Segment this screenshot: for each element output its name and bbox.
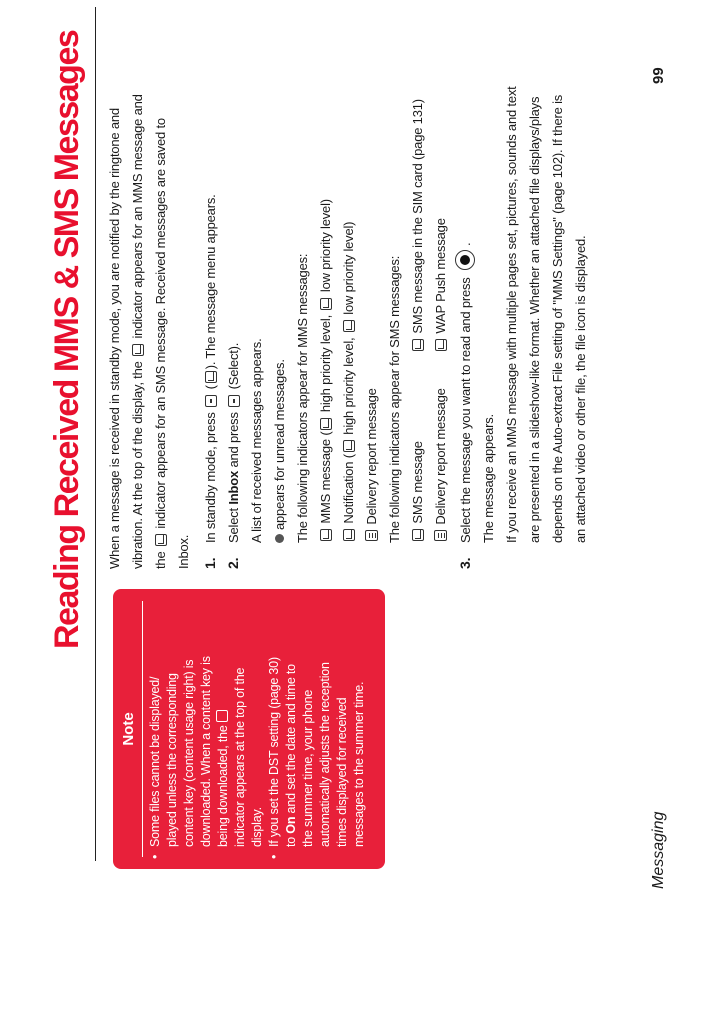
sim-sms-icon xyxy=(412,339,424,351)
header-rule xyxy=(95,7,96,861)
intro-line xyxy=(149,9,172,569)
delivery-report-icon xyxy=(365,530,378,541)
step-text: Select the message you want to read and press xyxy=(458,277,473,543)
note-line xyxy=(215,597,232,847)
intro-text: indicator appears for an MMS message and xyxy=(130,94,145,339)
note-line: played unless the corresponding xyxy=(165,673,179,847)
sms-col2 xyxy=(406,99,429,353)
sms-indicators-heading: The following indicators appear for SMS messages: xyxy=(387,255,402,543)
step-text: ). The message menu appears. xyxy=(203,194,218,370)
delivery-report-icon xyxy=(434,530,447,541)
page-number: 99 xyxy=(650,67,667,84)
note-box xyxy=(113,589,385,869)
note-line: messages to the summer time. xyxy=(352,681,366,847)
note-text: and set the date and time to xyxy=(284,664,298,814)
wap-push-icon xyxy=(435,339,447,351)
note-line: automatically adjusts the reception xyxy=(318,662,332,847)
sms-indicator-row xyxy=(429,9,452,569)
step-text: . xyxy=(458,242,473,246)
mms-message-icon xyxy=(320,529,332,541)
step-3 xyxy=(454,9,477,569)
note-item-content-key xyxy=(147,597,266,861)
note-item-dst xyxy=(266,597,368,861)
step-text: In standby mode, press xyxy=(203,412,218,543)
mms-low-priority-icon xyxy=(320,298,332,310)
note-title: Note xyxy=(120,712,137,746)
indicator-text: low priority level) xyxy=(318,199,333,293)
soft-key-icon xyxy=(205,395,217,407)
main-content xyxy=(103,9,592,569)
mms-envelope-icon xyxy=(132,344,144,356)
bullet-icon: • xyxy=(148,854,162,859)
indicator-text: WAP Push message xyxy=(433,218,448,334)
sms-col2 xyxy=(429,218,452,353)
mms-indicator-row xyxy=(337,9,360,569)
step-text: ( xyxy=(203,385,218,390)
note-line: display. xyxy=(250,807,264,847)
step-number: 1. xyxy=(202,557,218,569)
mms-high-priority-icon xyxy=(320,418,332,430)
mms-indicator-row xyxy=(360,9,383,569)
note-line: the summer time, your phone xyxy=(301,689,315,847)
note-line: indicator appears at the top of the xyxy=(233,667,247,847)
step-text: and press xyxy=(226,412,241,468)
indicator-text: MMS message ( xyxy=(318,431,333,524)
note-line: times displayed for received xyxy=(335,697,349,847)
soft-key-icon xyxy=(228,395,240,407)
indicator-text: SMS message xyxy=(410,441,425,524)
footer-section-name: Messaging xyxy=(650,811,667,889)
notification-high-priority-icon xyxy=(343,440,355,452)
indicator-text: high priority level, xyxy=(341,337,356,435)
step-3-result: The message appears. xyxy=(481,414,496,543)
step-2 xyxy=(222,9,245,569)
intro-text: vibration. At the top of the display, the xyxy=(130,361,145,569)
indicator-text: high priority level, xyxy=(318,314,333,413)
note-line: If you set the DST setting (page 30) xyxy=(267,657,281,847)
indicator-text: SMS message in the SIM card (page 131) xyxy=(410,99,425,334)
intro-text: indicator appears for an SMS message. Received messages are saved to xyxy=(153,118,168,529)
step-number: 3. xyxy=(457,557,473,569)
unread-dot-icon xyxy=(275,534,284,543)
note-line: downloaded. When a content key is xyxy=(199,656,213,847)
closing-line: If you receive an MMS message with multiple pages set, pictures, sounds and text xyxy=(504,86,519,543)
indicator-text: Delivery report message xyxy=(433,388,448,525)
step-text: (Select). xyxy=(226,342,241,390)
step-1 xyxy=(199,9,222,569)
step-2-result: A list of received messages appears. xyxy=(249,338,264,543)
intro-text: the xyxy=(153,551,168,569)
note-bold-on: On xyxy=(284,816,298,834)
unread-indicator-line xyxy=(268,9,291,569)
indicator-text: low priority level) xyxy=(341,221,356,315)
closing-line: depends on the Auto-extract File setting of "MMS Settings" (page 102). If there is xyxy=(550,94,565,543)
note-line xyxy=(283,597,300,847)
mms-indicators-heading: The following indicators appear for MMS messages: xyxy=(295,253,310,543)
indicator-text: Delivery report message xyxy=(364,388,379,525)
note-line-text: being downloaded, the xyxy=(216,725,230,847)
navigation-key-icon xyxy=(455,250,475,270)
note-divider xyxy=(142,601,143,857)
unread-text: appears for unread messages. xyxy=(272,359,287,530)
step-number: 2. xyxy=(225,557,241,569)
closing-line: an attached video or other file, the file icon is displayed. xyxy=(573,235,588,543)
sms-message-icon xyxy=(412,529,424,541)
intro-line: Inbox. xyxy=(176,534,191,569)
indicator-text: Notification ( xyxy=(341,454,356,524)
sms-envelope-icon xyxy=(155,534,167,546)
note-text: to xyxy=(284,836,298,847)
message-key-icon xyxy=(205,371,217,383)
intro-line: When a message is received in standby mode, you are notified by the ringtone and xyxy=(107,108,122,569)
notification-icon xyxy=(343,529,355,541)
step-text: Select xyxy=(226,508,241,543)
note-line: Some files cannot be displayed/ xyxy=(148,676,162,847)
notification-low-priority-icon xyxy=(343,320,355,332)
closing-line: are presented in a slideshow-like format. Whether an attached file displays/plays xyxy=(527,96,542,543)
bullet-icon: • xyxy=(267,854,281,859)
mms-indicator-row xyxy=(314,9,337,569)
page-title: Reading Received MMS & SMS Messages xyxy=(48,30,86,649)
note-line: content key (content usage right) is xyxy=(182,659,196,847)
inbox-label: Inbox xyxy=(226,470,241,505)
sms-indicator-row xyxy=(406,9,429,569)
content-key-icon xyxy=(216,710,228,722)
intro-line xyxy=(126,9,149,569)
